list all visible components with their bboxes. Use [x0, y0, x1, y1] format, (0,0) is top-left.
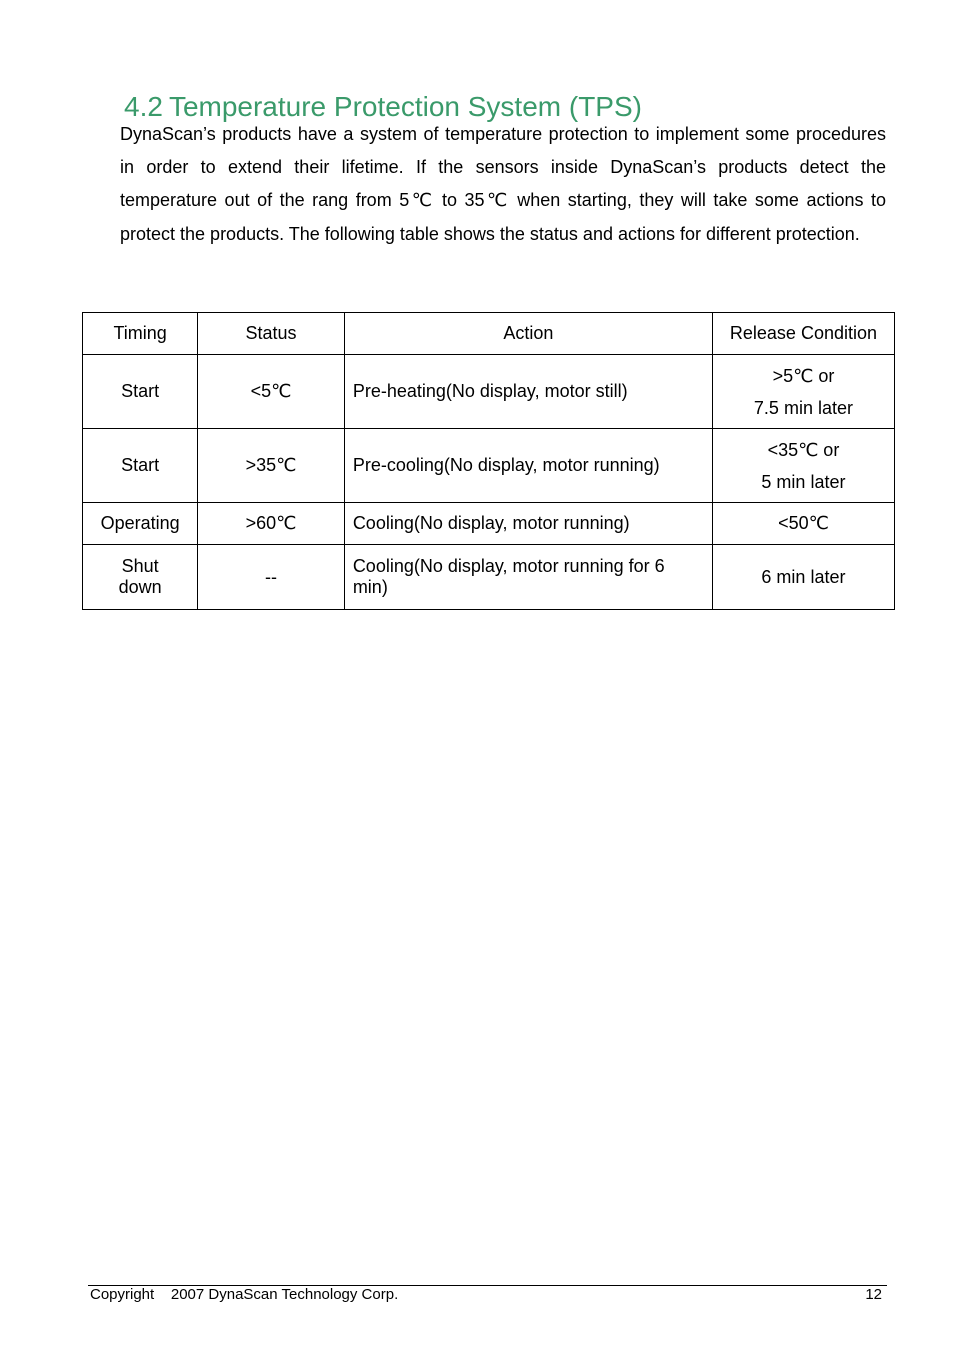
- table-row: [83, 429, 895, 503]
- timing-line-2: down: [118, 577, 162, 597]
- cell-status: >60℃: [198, 503, 345, 545]
- table-row: [83, 545, 895, 610]
- cell-action: Cooling(No display, motor running): [344, 503, 712, 545]
- cell-timing: [83, 545, 198, 610]
- cell-timing: Operating: [83, 503, 198, 545]
- footer-copyright: Copyright 2007 DynaScan Technology Corp.: [90, 1286, 399, 1303]
- cell-timing: Start: [83, 429, 198, 503]
- intro-text: DynaScan’s products have a system of temperature protection to implement some procedures in order to extend their lifetime. If the sensors inside DynaScan’s products detect the temperature out of the rang from 5℃ to 35℃ when starting, they will take some actions to protect the products. The following table shows the status and actions for different protection.: [120, 124, 886, 244]
- header-action: Action: [344, 313, 712, 355]
- cell-status: --: [198, 545, 345, 610]
- table-header-row: [83, 313, 895, 355]
- table-row: [83, 503, 895, 545]
- header-timing: Timing: [83, 313, 198, 355]
- intro-paragraph: [120, 118, 886, 251]
- cell-action: Pre-cooling(No display, motor running): [344, 429, 712, 503]
- cell-release-condition: <50℃: [712, 503, 894, 545]
- cell-release-condition: [712, 429, 894, 503]
- release-line-1: >5℃ or: [772, 365, 835, 386]
- cell-action: Pre-heating(No display, motor still): [344, 355, 712, 429]
- footer-page-number: 12: [865, 1286, 882, 1303]
- cell-release-condition: 6 min later: [712, 545, 894, 610]
- cell-release-condition: [712, 355, 894, 429]
- timing-line-1: Shut: [121, 556, 159, 576]
- tps-table: [82, 312, 895, 610]
- section-number: 4.2: [124, 91, 163, 122]
- header-release-condition: Release Condition: [712, 313, 894, 355]
- cell-status: >35℃: [198, 429, 345, 503]
- cell-status: <5℃: [198, 355, 345, 429]
- header-status: Status: [198, 313, 345, 355]
- section-title: Temperature Protection System (TPS): [168, 91, 642, 122]
- cell-action: Cooling(No display, motor running for 6 min): [344, 545, 712, 610]
- release-line-2: 7.5 min later: [753, 397, 853, 418]
- table-row: [83, 355, 895, 429]
- release-line-1: <35℃ or: [767, 439, 840, 460]
- release-line-2: 5 min later: [761, 471, 846, 492]
- cell-timing: Start: [83, 355, 198, 429]
